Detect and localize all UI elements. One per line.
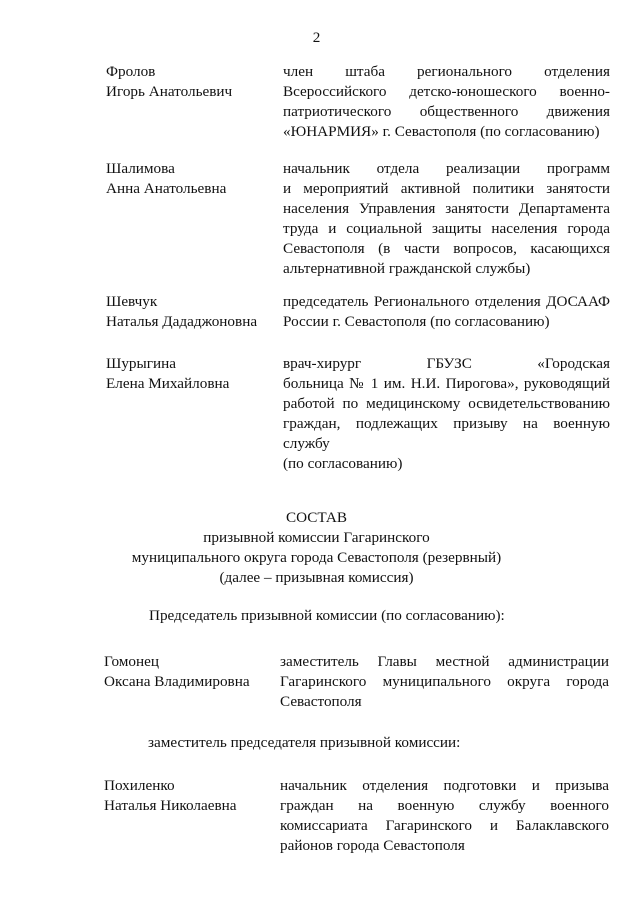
heading-line: муниципального округа города Севастополя (резервный)	[131, 549, 502, 566]
member-name	[106, 354, 276, 394]
position-line: населения Управления занятости Департамента	[283, 200, 610, 217]
position-line: (по согласованию)	[283, 455, 403, 472]
position-line: председатель Регионального отделения ДОСААФ	[283, 293, 610, 310]
position-line: работой по медицинскому освидетельствованию	[283, 395, 610, 412]
member-position	[283, 354, 610, 474]
position-line: альтернативной гражданской службы)	[283, 260, 531, 277]
member-given-names: Анна Анатольевна	[106, 180, 227, 197]
member-given-names: Елена Михайловна	[106, 375, 230, 392]
position-line: граждан, подлежащих призыву на военную службу	[283, 415, 610, 452]
position-line: больница № 1 им. Н.И. Пирогова», руководящий	[283, 375, 610, 392]
member-name	[104, 652, 274, 692]
position-line: начальник отделения подготовки и призыва	[280, 777, 609, 794]
position-line: заместитель Главы местной администрации	[280, 653, 609, 670]
position-line: начальник отдела реализации программ	[283, 160, 610, 177]
member-name	[106, 62, 276, 102]
member-given-names: Игорь Анатольевич	[106, 83, 233, 100]
member-surname: Похиленко	[104, 777, 175, 794]
heading-line: (далее – призывная комиссия)	[219, 569, 414, 586]
member-surname: Шевчук	[106, 293, 158, 310]
position-line: патриотического общественного движения	[283, 103, 610, 120]
member-position	[283, 292, 610, 332]
deputy-role-heading: заместитель председателя призывной комиссии:	[148, 734, 461, 751]
member-name	[104, 776, 274, 816]
heading-line: призывной комиссии Гагаринского	[203, 529, 430, 546]
position-line: районов города Севастополя	[280, 837, 465, 854]
member-given-names: Наталья Дададжоновна	[106, 313, 258, 330]
member-position	[283, 62, 610, 142]
chairman-role-heading: Председатель призывной комиссии (по согласованию):	[149, 607, 505, 624]
member-position	[283, 159, 610, 279]
position-line: граждан на военную службу военного	[280, 797, 609, 814]
position-line: «ЮНАРМИЯ» г. Севастополя (по согласованию)	[283, 123, 600, 140]
position-line: врач-хирург ГБУЗС «Городская	[283, 355, 610, 372]
member-surname: Гомонец	[104, 653, 159, 670]
position-line: комиссариата Гагаринского и Балаклавского	[280, 817, 609, 834]
position-line: России г. Севастополя (по согласованию)	[283, 313, 550, 330]
member-name	[106, 292, 276, 332]
position-line: член штаба регионального отделения	[283, 63, 610, 80]
member-name	[106, 159, 276, 199]
position-line: Гагаринского муниципального округа города	[280, 673, 609, 690]
heading-title: СОСТАВ	[285, 509, 348, 526]
position-line: труда и социальной защиты населения города	[283, 220, 610, 237]
member-given-names: Наталья Николаевна	[104, 797, 237, 814]
member-position	[280, 652, 609, 712]
position-line: Всероссийского детско-юношеского военно-	[283, 83, 610, 100]
member-given-names: Оксана Владимировна	[104, 673, 250, 690]
member-surname: Шурыгина	[106, 355, 176, 372]
composition-heading	[0, 508, 633, 588]
position-line: Севастополя	[280, 693, 362, 710]
member-surname: Фролов	[106, 63, 156, 80]
member-surname: Шалимова	[106, 160, 175, 177]
position-line: Севастополя (в части вопросов, касающихся	[283, 240, 610, 257]
position-line: и мероприятий активной политики занятости	[283, 180, 610, 197]
member-position	[280, 776, 609, 856]
page-number: 2	[312, 29, 321, 46]
